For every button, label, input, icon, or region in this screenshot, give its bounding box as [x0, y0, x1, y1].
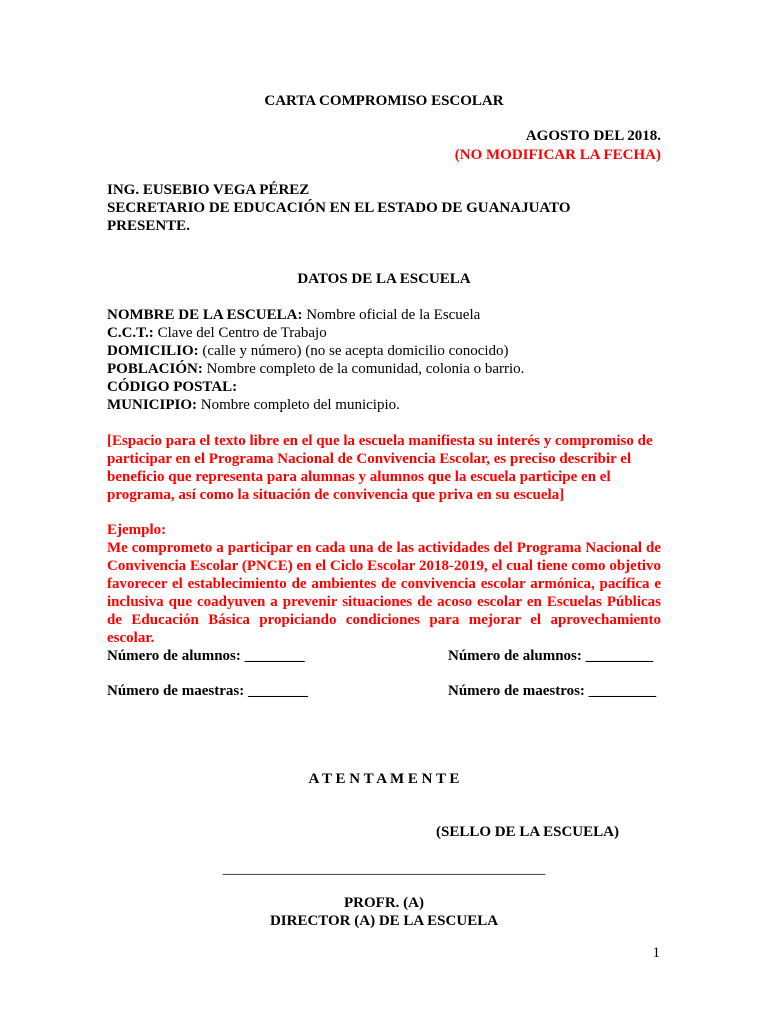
recipient-position: SECRETARIO DE EDUCACIÓN EN EL ESTADO DE GUANAJUATO [107, 200, 571, 216]
page-number: 1 [652, 945, 660, 961]
alumnos-count-right: Número de alumnos: _________ [448, 648, 654, 664]
letter-date: AGOSTO DEL 2018. [525, 128, 661, 144]
signature-line: ___________________________________________ [222, 861, 546, 877]
field-poblacion [107, 360, 524, 378]
section-title: DATOS DE LA ESCUELA [297, 271, 471, 287]
presente-label: PRESENTE. [107, 218, 190, 234]
field-label: MUNICIPIO: [107, 397, 197, 413]
example-line: Me comprometo a participar en cada una de las actividades del Programa Nacional de [107, 540, 661, 556]
field-municipio [107, 396, 400, 414]
closing-atentamente: A T E N T A M E N T E [308, 771, 460, 787]
field-label: POBLACIÓN: [107, 361, 203, 377]
maestros-count: Número de maestros: _________ [448, 683, 657, 699]
maestras-count: Número de maestras: ________ [107, 683, 308, 699]
signer-title: PROFR. (A) [344, 895, 424, 911]
field-value: Nombre oficial de la Escuela [302, 307, 481, 323]
field-label: NOMBRE DE LA ESCUELA: [107, 307, 303, 323]
instruction-line: beneficio que representa para alumnas y alumnos que la escuela participe en el [107, 469, 611, 485]
field-cct [107, 324, 327, 342]
instruction-line: participar en el Programa Nacional de Convivencia Escolar, es preciso describir el [107, 451, 632, 467]
alumnos-count-left: Número de alumnos: ________ [107, 648, 305, 664]
example-line: Convivencia Escolar (PNCE) en el Ciclo Escolar 2018-2019, el cual tiene como objetivo [107, 558, 661, 574]
field-value: (calle y número) (no se acepta domicilio conocido) [198, 343, 509, 359]
field-codigo-postal [107, 378, 237, 396]
recipient-name: ING. EUSEBIO VEGA PÉREZ [107, 182, 310, 198]
letter-title: CARTA COMPROMISO ESCOLAR [264, 93, 504, 109]
example-line: favorecer el establecimiento de ambientes de convivencia escolar armónica, pacífica e [107, 576, 661, 592]
signer-role: DIRECTOR (A) DE LA ESCUELA [269, 913, 499, 929]
example-label: Ejemplo: [107, 522, 167, 538]
field-value: Nombre completo de la comunidad, colonia o barrio. [202, 361, 525, 377]
field-value: Clave del Centro de Trabajo [153, 325, 327, 341]
example-line: escolar. [107, 630, 155, 646]
field-label: CÓDIGO POSTAL: [107, 379, 238, 395]
field-label: C.C.T.: [107, 325, 154, 341]
example-line: de Educación Básica propiciando condiciones para mejorar el aprovechamiento [107, 612, 661, 628]
field-label: DOMICILIO: [107, 343, 199, 359]
date-note: (NO MODIFICAR LA FECHA) [454, 147, 661, 163]
example-line: inclusiva que coadyuven a prevenir situaciones de acoso escolar en Escuelas Públicas [107, 594, 661, 610]
field-domicilio [107, 342, 509, 360]
field-school-name [107, 306, 480, 324]
field-value: Nombre completo del municipio. [197, 397, 400, 413]
school-seal-label: (SELLO DE LA ESCUELA) [436, 824, 619, 840]
instruction-line: [Espacio para el texto libre en el que la escuela manifiesta su interés y compromiso de [107, 433, 653, 449]
instruction-line: programa, así como la situación de convivencia que priva en su escuela] [107, 487, 565, 503]
